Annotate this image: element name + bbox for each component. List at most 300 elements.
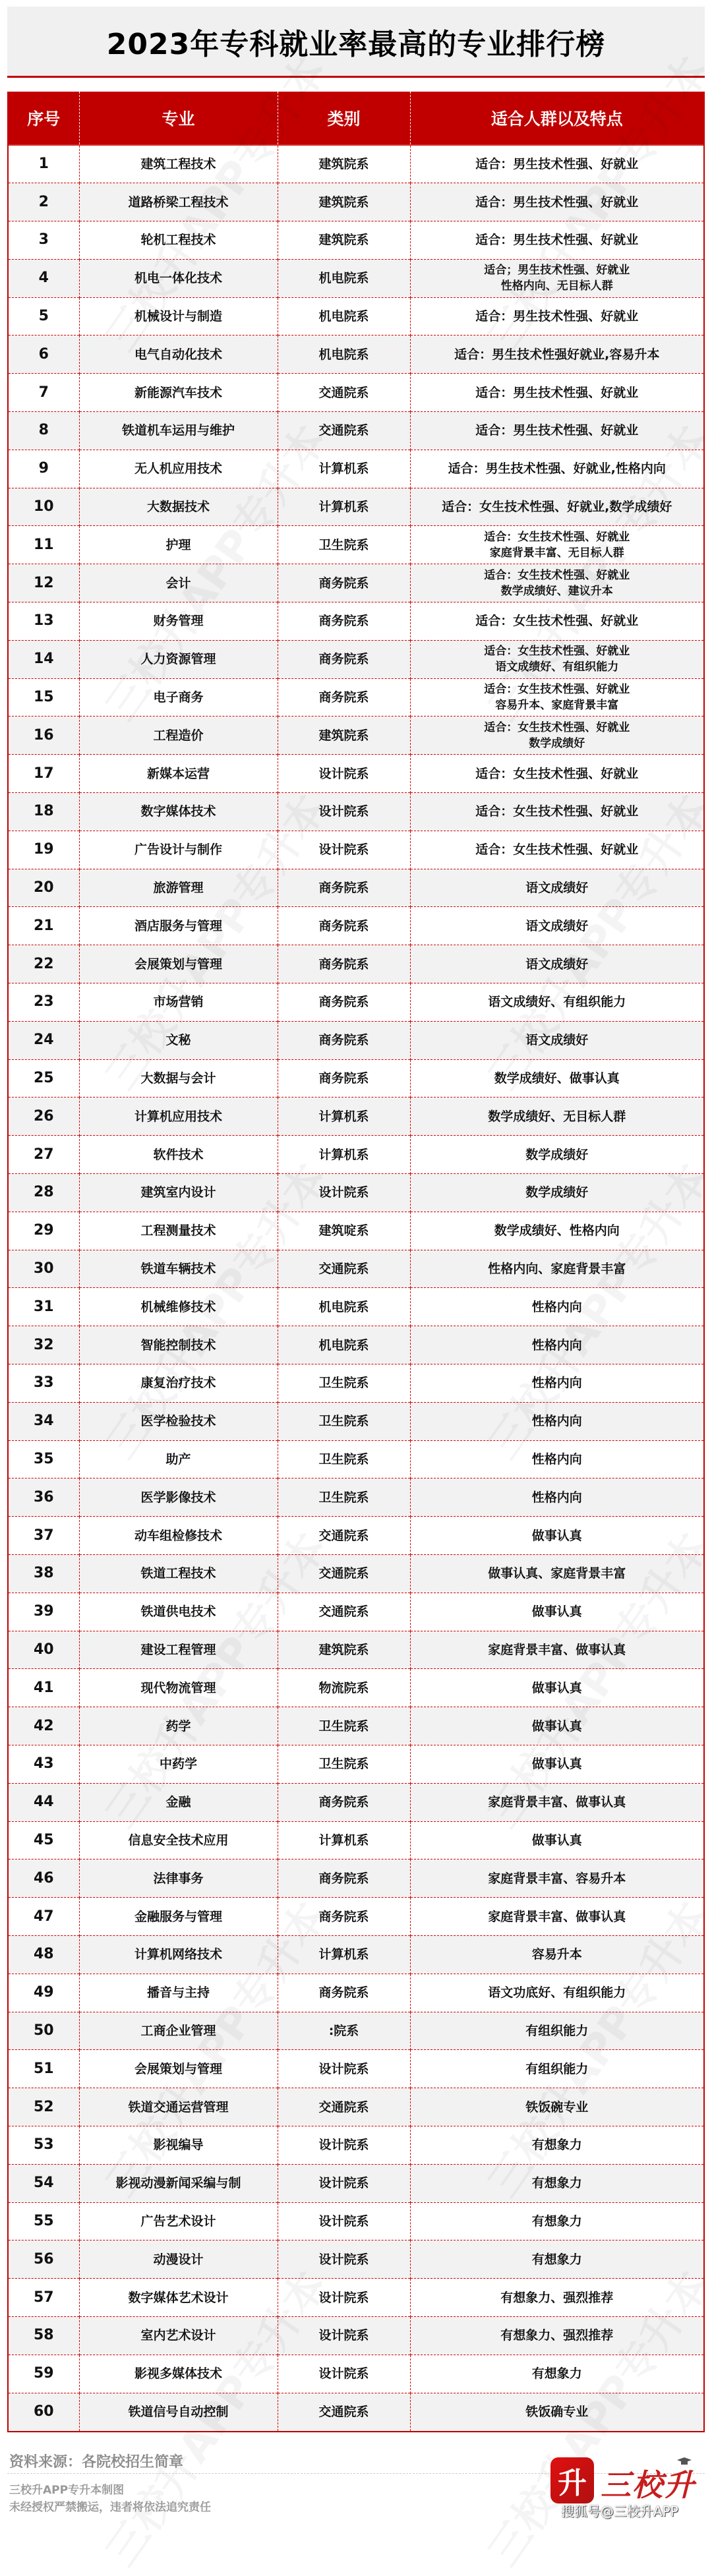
features-cell [410, 2088, 703, 2126]
rank-cell: 42 [9, 1707, 79, 1745]
table-row [9, 1212, 703, 1250]
credit-note: 三校升APP专升本制图 [9, 2484, 125, 2497]
table-row [9, 2050, 703, 2088]
table-row [9, 1250, 703, 1288]
major-cell: 工商企业管理 [79, 2012, 278, 2050]
logo-mark-icon: 升 [550, 2457, 594, 2503]
category-cell: 建筑院系 [278, 183, 410, 221]
category-cell: 商务院系 [278, 640, 410, 678]
category-cell: 商务院系 [278, 1898, 410, 1936]
major-cell: 影视多媒体技术 [79, 2355, 278, 2393]
rank-cell: 31 [9, 1288, 79, 1326]
table-header [9, 92, 703, 145]
features-cell [410, 183, 703, 221]
category-cell: 商务院系 [278, 869, 410, 907]
table-row [9, 907, 703, 945]
feature-line: 适合：男生技术性强、好就业 [475, 423, 639, 438]
category-cell: 建筑院系 [278, 1631, 410, 1669]
logo-wordmark: 三校升 [601, 2467, 696, 2503]
category-cell: 交通院系 [278, 374, 410, 412]
major-cell: 医学影像技术 [79, 1478, 278, 1517]
major-cell: 室内艺术设计 [79, 2316, 278, 2355]
features-cell [410, 717, 703, 755]
major-cell: 机械维修技术 [79, 1288, 278, 1326]
table-row [9, 1517, 703, 1555]
table-row [9, 1402, 703, 1440]
rank-cell: 2 [9, 183, 79, 221]
features-cell [410, 678, 703, 717]
table-row [9, 2279, 703, 2317]
rank-cell: 28 [9, 1174, 79, 1212]
major-cell: 康复治疗技术 [79, 1364, 278, 1403]
table-row [9, 2164, 703, 2202]
major-cell: 铁道供电技术 [79, 1593, 278, 1631]
features-cell [410, 793, 703, 831]
category-cell: 商务院系 [278, 1783, 410, 1821]
rank-cell: 51 [9, 2050, 79, 2088]
feature-line: 做事认真 [531, 1528, 582, 1543]
feature-line: 做事认真、家庭背景丰富 [488, 1566, 626, 1581]
feature-line: 适合：男生技术性强、好就业 [475, 385, 639, 400]
rank-cell: 53 [9, 2126, 79, 2164]
major-cell: 大数据与会计 [79, 1059, 278, 1098]
feature-line: 适合：女生技术性强、好就业 [475, 614, 639, 629]
features-cell [410, 1136, 703, 1174]
major-cell: 药学 [79, 1707, 278, 1745]
major-cell: 计算机网络技术 [79, 1935, 278, 1974]
feature-line: 数学成绩好、性格内向 [494, 1223, 620, 1239]
source-note: 资料来源：各院校招生简章 [9, 2454, 184, 2471]
table-row [9, 1974, 703, 2012]
category-cell: 设计院系 [278, 2279, 410, 2317]
features-cell [410, 564, 703, 602]
major-cell: 电气自动化技术 [79, 336, 278, 374]
category-cell: 机电院系 [278, 1326, 410, 1364]
major-cell: 信息安全技术应用 [79, 1821, 278, 1859]
major-cell: 影视动漫新闻采编与制 [79, 2164, 278, 2202]
feature-line: 性格内向、家庭背景丰富 [488, 1262, 626, 1276]
features-cell [410, 2240, 703, 2279]
rank-cell: 6 [9, 336, 79, 374]
table-body [9, 145, 703, 2431]
category-cell: 设计院系 [278, 755, 410, 793]
table-row [9, 2355, 703, 2393]
table-row [9, 1364, 703, 1403]
rank-cell: 11 [9, 526, 79, 564]
major-cell: 中药学 [79, 1745, 278, 1783]
major-cell: 医学检验技术 [79, 1402, 278, 1440]
features-cell [410, 2126, 703, 2164]
major-cell: 法律事务 [79, 1859, 278, 1898]
ranking-table [9, 92, 703, 2431]
table-row [9, 869, 703, 907]
header-category: 类别 [278, 92, 410, 145]
features-cell [410, 1859, 703, 1898]
features-cell [410, 2316, 703, 2355]
major-cell: 机械设计与制造 [79, 297, 278, 336]
feature-line: 家庭背景丰富、无目标人群 [489, 546, 624, 560]
table-row [9, 1174, 703, 1212]
category-cell: 计算机系 [278, 1935, 410, 1974]
features-cell [410, 983, 703, 1022]
table-row [9, 1021, 703, 1059]
major-cell: 金融服务与管理 [79, 1898, 278, 1936]
major-cell: 铁道工程技术 [79, 1554, 278, 1593]
features-cell [410, 1935, 703, 1974]
category-cell: 设计院系 [278, 2164, 410, 2202]
features-cell [410, 2164, 703, 2202]
features-cell [410, 1783, 703, 1821]
table-row [9, 564, 703, 602]
features-cell [410, 1364, 703, 1403]
category-cell: 卫生院系 [278, 1707, 410, 1745]
features-cell [410, 1402, 703, 1440]
major-cell: 播音与主持 [79, 1974, 278, 2012]
feature-line: 适合；男生技术性强、好就业 [484, 264, 630, 278]
major-cell: 铁道车辆技术 [79, 1250, 278, 1288]
feature-line: 性格内向 [531, 1414, 582, 1429]
major-cell: 人力资源管理 [79, 640, 278, 678]
rank-cell: 44 [9, 1783, 79, 1821]
rank-cell: 46 [9, 1859, 79, 1898]
category-cell: 设计院系 [278, 793, 410, 831]
rank-cell: 17 [9, 755, 79, 793]
category-cell: 商务院系 [278, 1859, 410, 1898]
rank-cell: 43 [9, 1745, 79, 1783]
table-row [9, 1059, 703, 1098]
feature-line: 数学成绩好 [525, 1147, 589, 1162]
rank-cell: 50 [9, 2012, 79, 2050]
rank-cell: 23 [9, 983, 79, 1022]
rank-cell: 16 [9, 717, 79, 755]
rank-cell: 9 [9, 450, 79, 488]
rank-cell: 1 [9, 145, 79, 183]
feature-line: 适合：男生技术性强、好就业 [475, 309, 639, 324]
table-row [9, 2316, 703, 2355]
table-row [9, 1783, 703, 1821]
rank-cell: 8 [9, 412, 79, 450]
features-cell [410, 640, 703, 678]
features-cell [410, 1593, 703, 1631]
table-row [9, 145, 703, 183]
features-cell [410, 1250, 703, 1288]
feature-line: 适合：女生技术性强、好就业 [475, 842, 639, 858]
feature-line: 语文成绩好 [525, 918, 589, 933]
feature-line: 做事认真 [531, 1718, 582, 1734]
major-cell: 机电一体化技术 [79, 259, 278, 297]
rank-cell: 29 [9, 1212, 79, 1250]
major-cell: 工程测量技术 [79, 1212, 278, 1250]
category-cell: 建筑啶系 [278, 1212, 410, 1250]
major-cell: 工程造价 [79, 717, 278, 755]
feature-line: 语文成绩好 [525, 881, 589, 896]
major-cell: 会展策划与管理 [79, 2050, 278, 2088]
brand-logo [550, 2457, 709, 2520]
feature-line: 适合：男生技术性强、好就业 [475, 233, 639, 248]
table-row [9, 526, 703, 564]
features-cell [410, 1821, 703, 1859]
rank-cell: 21 [9, 907, 79, 945]
table-row [9, 1859, 703, 1898]
feature-line: 适合：男生技术性强、好就业,性格内向 [448, 461, 666, 477]
rank-cell: 4 [9, 259, 79, 297]
major-cell: 现代物流管理 [79, 1669, 278, 1707]
features-cell [410, 1669, 703, 1707]
category-cell: 建筑院系 [278, 221, 410, 260]
feature-line: 数学成绩好 [529, 736, 585, 750]
rank-cell: 32 [9, 1326, 79, 1364]
features-cell [410, 2050, 703, 2088]
feature-line: 适合：女生技术性强、好就业 [484, 645, 630, 659]
major-cell: 数字媒体艺术设计 [79, 2279, 278, 2317]
title-divider [7, 76, 705, 78]
category-cell: 交通院系 [278, 1593, 410, 1631]
rank-cell: 56 [9, 2240, 79, 2279]
rank-cell: 57 [9, 2279, 79, 2317]
rank-cell: 12 [9, 564, 79, 602]
category-cell: 卫生院系 [278, 1745, 410, 1783]
table-row [9, 259, 703, 297]
rank-cell: 58 [9, 2316, 79, 2355]
feature-line: 语文成绩好 [525, 1033, 589, 1048]
category-cell: 机电院系 [278, 259, 410, 297]
features-cell [410, 945, 703, 983]
feature-line: 性格内向 [531, 1299, 582, 1314]
category-cell: 商务院系 [278, 564, 410, 602]
category-cell: 设计院系 [278, 2050, 410, 2088]
feature-line: 做事认真 [531, 1832, 582, 1848]
rank-cell: 18 [9, 793, 79, 831]
header-major: 专业 [79, 92, 278, 145]
category-cell: 商务院系 [278, 945, 410, 983]
features-cell [410, 2393, 703, 2431]
feature-line: 语文成绩好、有组织能力 [488, 995, 626, 1010]
category-cell: :院系 [278, 2012, 410, 2050]
table-row [9, 2088, 703, 2126]
features-cell [410, 526, 703, 564]
table-row [9, 221, 703, 260]
major-cell: 无人机应用技术 [79, 450, 278, 488]
category-cell: 交通院系 [278, 1250, 410, 1288]
category-cell: 设计院系 [278, 2355, 410, 2393]
features-cell [410, 1745, 703, 1783]
table-row [9, 602, 703, 641]
feature-line: 适合：男生技术性强好就业,容易升本 [454, 347, 660, 362]
feature-line: 家庭背景丰富、做事认真 [488, 1642, 626, 1657]
features-cell [410, 1326, 703, 1364]
feature-line: 有想象力、强烈推荐 [500, 2328, 614, 2343]
rank-cell: 35 [9, 1440, 79, 1478]
major-cell: 广告设计与制作 [79, 831, 278, 869]
table-row [9, 297, 703, 336]
category-cell: 机电院系 [278, 336, 410, 374]
feature-line: 家庭背景丰富、容易升本 [488, 1871, 626, 1886]
features-cell [410, 1554, 703, 1593]
features-cell [410, 1212, 703, 1250]
feature-line: 做事认真 [531, 1757, 582, 1772]
category-cell: 建筑院系 [278, 717, 410, 755]
major-cell: 计算机应用技术 [79, 1098, 278, 1136]
table-row [9, 1288, 703, 1326]
table-row [9, 831, 703, 869]
ranking-table-container [7, 92, 705, 2432]
major-cell: 文秘 [79, 1021, 278, 1059]
table-row [9, 1554, 703, 1593]
category-cell: 卫生院系 [278, 1478, 410, 1517]
features-cell [410, 1059, 703, 1098]
table-row [9, 640, 703, 678]
features-cell [410, 259, 703, 297]
feature-line: 做事认真 [531, 1680, 582, 1695]
major-cell: 建筑工程技术 [79, 145, 278, 183]
feature-line: 有组织能力 [525, 2023, 589, 2038]
features-cell [410, 2355, 703, 2393]
category-cell: 计算机系 [278, 450, 410, 488]
table-row [9, 755, 703, 793]
rank-cell: 10 [9, 488, 79, 526]
table-row [9, 1631, 703, 1669]
major-cell: 铁道信号自动控制 [79, 2393, 278, 2431]
feature-line: 语文成绩好 [525, 956, 589, 972]
feature-line: 有想象力 [531, 2366, 582, 2382]
rank-cell: 59 [9, 2355, 79, 2393]
features-cell [410, 1098, 703, 1136]
features-cell [410, 1974, 703, 2012]
features-cell [410, 1517, 703, 1555]
feature-line: 家庭背景丰富、做事认真 [488, 1795, 626, 1810]
rank-cell: 20 [9, 869, 79, 907]
rank-cell: 22 [9, 945, 79, 983]
table-row [9, 793, 703, 831]
category-cell: 商务院系 [278, 1059, 410, 1098]
table-row [9, 678, 703, 717]
category-cell: 设计院系 [278, 2202, 410, 2240]
features-cell [410, 2012, 703, 2050]
graduation-cap-icon [677, 2457, 692, 2465]
category-cell: 商务院系 [278, 1974, 410, 2012]
category-cell: 卫生院系 [278, 1364, 410, 1403]
feature-line: 适合：女生技术性强、好就业 [475, 766, 639, 781]
feature-line: 有想象力、强烈推荐 [500, 2290, 614, 2305]
feature-line: 适合：女生技术性强、好就业 [475, 804, 639, 819]
table-row [9, 1098, 703, 1136]
features-cell [410, 1898, 703, 1936]
feature-line: 家庭背景丰富、做事认真 [488, 1909, 626, 1924]
category-cell: 交通院系 [278, 2393, 410, 2431]
major-cell: 智能控制技术 [79, 1326, 278, 1364]
header-features: 适合人群以及特点 [410, 92, 703, 145]
major-cell: 道路桥梁工程技术 [79, 183, 278, 221]
category-cell: 商务院系 [278, 1021, 410, 1059]
feature-line: 数学成绩好 [525, 1185, 589, 1200]
table-row [9, 945, 703, 983]
table-row [9, 2393, 703, 2431]
major-cell: 护理 [79, 526, 278, 564]
table-row [9, 2012, 703, 2050]
feature-line: 有想象力 [531, 2138, 582, 2153]
table-row [9, 717, 703, 755]
features-cell [410, 907, 703, 945]
rank-cell: 38 [9, 1554, 79, 1593]
feature-line: 性格内向 [531, 1490, 582, 1505]
category-cell: 商务院系 [278, 983, 410, 1022]
feature-line: 适合：男生技术性强、好就业 [475, 157, 639, 172]
rank-cell: 49 [9, 1974, 79, 2012]
major-cell: 铁道机车运用与维护 [79, 412, 278, 450]
category-cell: 计算机系 [278, 1136, 410, 1174]
rank-cell: 52 [9, 2088, 79, 2126]
rank-cell: 34 [9, 1402, 79, 1440]
category-cell: 机电院系 [278, 297, 410, 336]
major-cell: 助产 [79, 1440, 278, 1478]
rank-cell: 60 [9, 2393, 79, 2431]
table-row [9, 336, 703, 374]
feature-line: 数学成绩好、建议升本 [500, 584, 613, 598]
features-cell [410, 2279, 703, 2317]
rank-cell: 48 [9, 1935, 79, 1974]
major-cell: 建设工程管理 [79, 1631, 278, 1669]
features-cell [410, 831, 703, 869]
features-cell [410, 412, 703, 450]
rank-cell: 33 [9, 1364, 79, 1403]
features-cell [410, 1174, 703, 1212]
rank-cell: 5 [9, 297, 79, 336]
category-cell: 设计院系 [278, 2126, 410, 2164]
feature-line: 容易升本、家庭背景丰富 [495, 699, 619, 713]
major-cell: 电子商务 [79, 678, 278, 717]
rank-cell: 25 [9, 1059, 79, 1098]
major-cell: 会计 [79, 564, 278, 602]
features-cell [410, 374, 703, 412]
rank-cell: 54 [9, 2164, 79, 2202]
table-row [9, 1707, 703, 1745]
rank-cell: 40 [9, 1631, 79, 1669]
major-cell: 新媒本运营 [79, 755, 278, 793]
feature-line: 性格内向、无目标人群 [500, 279, 613, 293]
feature-line: 有组织能力 [525, 2061, 589, 2076]
rank-cell: 26 [9, 1098, 79, 1136]
rank-cell: 13 [9, 602, 79, 641]
major-cell: 财务管理 [79, 602, 278, 641]
category-cell: 机电院系 [278, 1288, 410, 1326]
major-cell: 金融 [79, 1783, 278, 1821]
table-row [9, 1935, 703, 1974]
category-cell: 物流院系 [278, 1669, 410, 1707]
feature-line: 语文功底好、有组织能力 [488, 1985, 626, 2001]
feature-line: 有想象力 [531, 2176, 582, 2191]
major-cell: 市场营销 [79, 983, 278, 1022]
category-cell: 建筑院系 [278, 145, 410, 183]
rank-cell: 3 [9, 221, 79, 260]
table-row [9, 1136, 703, 1174]
category-cell: 设计院系 [278, 1174, 410, 1212]
category-cell: 计算机系 [278, 488, 410, 526]
table-row [9, 374, 703, 412]
rank-cell: 30 [9, 1250, 79, 1288]
category-cell: 卫生院系 [278, 1402, 410, 1440]
features-cell [410, 145, 703, 183]
rank-cell: 27 [9, 1136, 79, 1174]
feature-line: 适合：女生技术性强、好就业 [484, 530, 630, 544]
category-cell: 计算机系 [278, 1098, 410, 1136]
feature-line: 铁饭确专业 [525, 2405, 589, 2420]
features-cell [410, 1631, 703, 1669]
major-cell: 数字媒体技术 [79, 793, 278, 831]
rank-cell: 55 [9, 2202, 79, 2240]
category-cell: 交通院系 [278, 1554, 410, 1593]
rank-cell: 24 [9, 1021, 79, 1059]
rank-cell: 36 [9, 1478, 79, 1517]
